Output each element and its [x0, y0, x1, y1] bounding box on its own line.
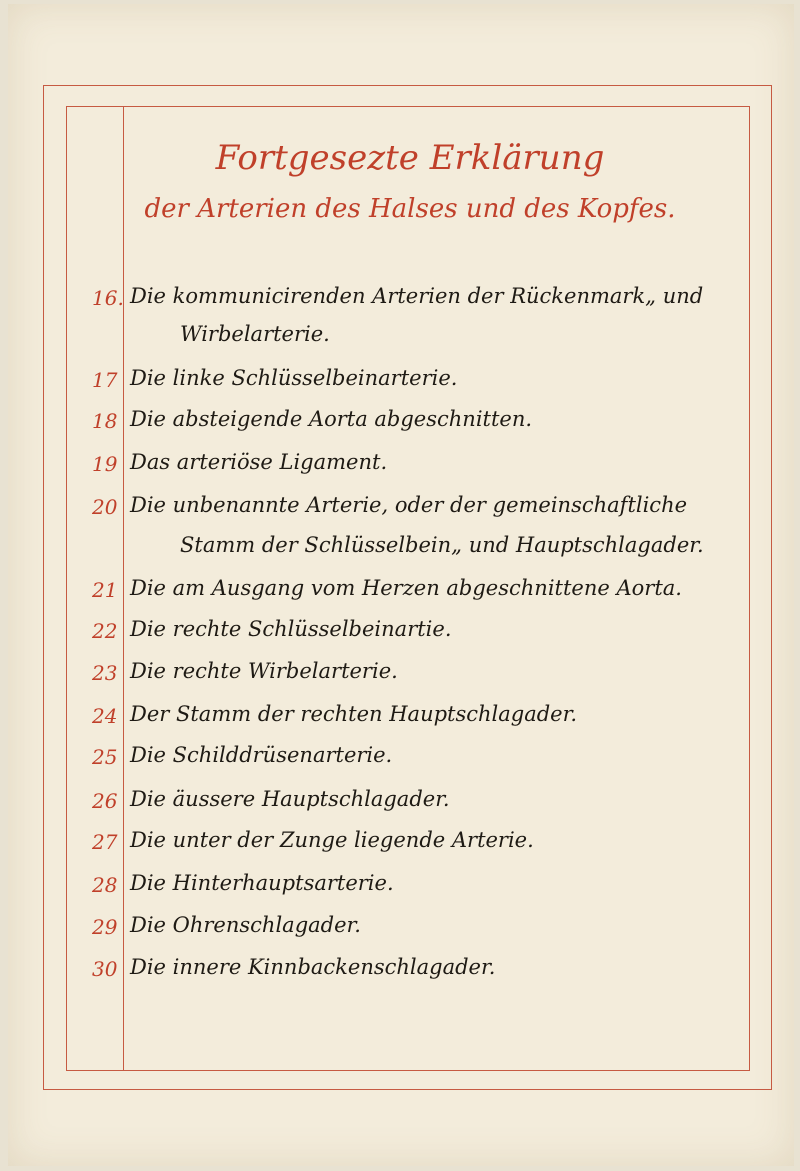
entry-text: Die unbenannte Arterie, oder der gemeinschaftliche [130, 493, 688, 517]
entry-text-continued: Wirbelarterie. [180, 322, 330, 346]
entry-number: 23 [92, 661, 118, 685]
entry-number: 20 [92, 495, 118, 519]
page-title: Fortgesezte Erklärung [215, 138, 605, 178]
entry-text: Die Hinterhauptsarterie. [130, 871, 394, 895]
entry-text: Die kommunicirenden Arterien der Rückenmark„ und [130, 284, 704, 308]
entry-number: 18 [92, 409, 118, 433]
entry-number: 16. [92, 286, 124, 310]
entry-number: 29 [92, 915, 118, 939]
entry-text: Die innere Kinnbackenschlagader. [130, 955, 496, 979]
entry-text: Die rechte Schlüsselbeinartie. [130, 617, 452, 641]
entry-number: 26 [92, 789, 118, 813]
entry-text: Die absteigende Aorta abgeschnitten. [130, 407, 533, 431]
entry-number: 24 [92, 704, 118, 728]
entry-text: Die Schilddrüsenarterie. [130, 743, 393, 767]
entry-text: Die unter der Zunge liegende Arterie. [130, 828, 534, 852]
entry-text: Die äussere Hauptschlagader. [130, 787, 450, 811]
entry-text: Die linke Schlüsselbeinarterie. [130, 366, 458, 390]
entry-text: Die Ohrenschlagader. [130, 913, 361, 937]
entry-number: 25 [92, 745, 118, 769]
entry-text: Das arteriöse Ligament. [130, 450, 388, 474]
entry-number: 27 [92, 830, 118, 854]
entry-number: 22 [92, 619, 118, 643]
entry-number: 28 [92, 873, 118, 897]
entry-number: 30 [92, 957, 118, 981]
entry-number: 21 [92, 578, 118, 602]
entry-text: Die rechte Wirbelarterie. [130, 659, 398, 683]
entry-number: 17 [92, 368, 118, 392]
entry-text: Der Stamm der rechten Hauptschlagader. [130, 702, 578, 726]
page-subtitle: der Arterien des Halses und des Kopfes. [144, 194, 676, 224]
entry-text: Die am Ausgang vom Herzen abgeschnittene Aorta. [130, 576, 682, 600]
entry-number: 19 [92, 452, 118, 476]
entry-text-continued: Stamm der Schlüsselbein„ und Hauptschlagader. [180, 533, 704, 557]
